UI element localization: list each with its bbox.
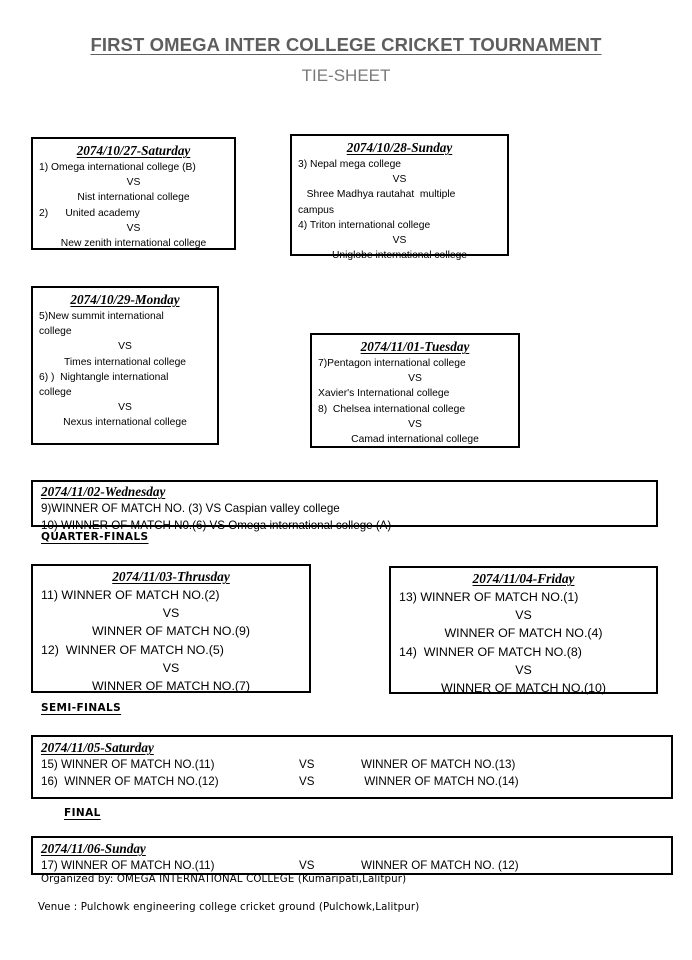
organized-by-text: Organized by: OMEGA INTERNATIONAL COLLEGE (Kumaripati,Lalitpur) bbox=[41, 874, 407, 885]
match-vs-label: VS bbox=[299, 859, 315, 872]
match-line: Nexus international college bbox=[63, 417, 187, 429]
match-line: 8) Chelsea international college bbox=[318, 403, 466, 415]
match-line: VS bbox=[162, 606, 180, 621]
match-line: Uniglobe international college bbox=[331, 250, 468, 262]
match-line: VS bbox=[118, 402, 132, 414]
match-line: 2) United academy bbox=[39, 207, 140, 219]
match-line: VS bbox=[392, 174, 407, 186]
match-row bbox=[41, 857, 663, 874]
match-line: 13) WINNER OF MATCH NO.(1) bbox=[399, 590, 579, 604]
stage-label-quarter-finals: QUARTER-FINALS bbox=[41, 531, 149, 543]
match-box-date: 2074/11/04-Friday bbox=[472, 571, 575, 586]
match-line: VS bbox=[126, 177, 141, 189]
match-vs-label: VS bbox=[299, 775, 315, 788]
match-box-sunday-1028 bbox=[290, 134, 509, 262]
match-line: Shree Madhya rautahat multiple bbox=[298, 189, 456, 201]
match-line: 10) WINNER OF MATCH N0.(6) VS Omega international college (A) bbox=[41, 519, 392, 532]
match-right-team: WINNER OF MATCH NO. (12) bbox=[361, 859, 519, 872]
match-right-team: WINNER OF MATCH NO.(14) bbox=[361, 775, 519, 788]
match-line: 6) ) Nightangle international bbox=[39, 371, 169, 383]
match-line: New zenith international college bbox=[60, 238, 207, 250]
stage-label-final: FINAL bbox=[64, 807, 101, 819]
match-line: college bbox=[39, 326, 72, 338]
match-box-date: 2074/11/01-Tuesday bbox=[360, 339, 470, 354]
match-line: Nist international college bbox=[77, 192, 190, 204]
match-line: VS bbox=[515, 662, 532, 677]
match-line: 9)WINNER OF MATCH NO. (3) VS Caspian valley college bbox=[41, 502, 340, 515]
match-line: 12) WINNER OF MATCH NO.(5) bbox=[41, 642, 224, 657]
match-line: 4) Triton international college bbox=[298, 219, 431, 231]
match-line: 5)New summit international bbox=[39, 311, 164, 322]
match-row bbox=[41, 773, 663, 790]
match-line: VS bbox=[162, 660, 180, 675]
match-line: VS bbox=[126, 222, 141, 234]
match-row bbox=[41, 756, 663, 773]
match-box-date: 2074/10/27-Saturday bbox=[76, 143, 191, 158]
stage-label-semi-finals: SEMI-FINALS bbox=[41, 702, 122, 714]
match-box-friday-1104 bbox=[389, 566, 658, 694]
match-line: campus bbox=[298, 204, 335, 216]
match-vs-label: VS bbox=[299, 758, 315, 771]
match-line: WINNER OF MATCH NO.(4) bbox=[444, 626, 603, 641]
match-box-monday-1029 bbox=[31, 286, 219, 445]
match-line: 11) WINNER OF MATCH NO.(2) bbox=[41, 588, 220, 602]
match-box-tuesday-1101 bbox=[310, 333, 520, 448]
match-box-date: 2074/10/28-Sunday bbox=[346, 140, 453, 155]
page-title: FIRST OMEGA INTER COLLEGE CRICKET TOURNAMENT bbox=[90, 34, 602, 55]
match-line: VS bbox=[118, 341, 132, 353]
match-line: 14) WINNER OF MATCH NO.(8) bbox=[399, 644, 582, 659]
match-left-team: 17) WINNER OF MATCH NO.(11) bbox=[41, 859, 215, 872]
match-line: WINNER OF MATCH NO.(10) bbox=[441, 681, 606, 696]
venue-text: Venue : Pulchowk engineering college cricket ground (Pulchowk,Lalitpur) bbox=[38, 902, 420, 913]
match-line: VS bbox=[408, 373, 422, 385]
match-line: VS bbox=[408, 418, 422, 430]
match-box-date: 2074/11/02-Wednesday bbox=[41, 484, 166, 499]
match-line: Camad international college bbox=[351, 434, 479, 446]
match-line: 3) Nepal mega college bbox=[298, 159, 402, 170]
match-right-team: WINNER OF MATCH NO.(13) bbox=[361, 758, 516, 771]
match-box-date: 2074/10/29-Monday bbox=[70, 292, 180, 307]
page-subtitle: TIE-SHEET bbox=[301, 66, 391, 85]
match-box-wednesday-1102 bbox=[31, 480, 658, 532]
match-line: Xavier's International college bbox=[318, 388, 450, 400]
match-box-sunday-1106 bbox=[31, 836, 673, 875]
match-box-date: 2074/11/05-Saturday bbox=[41, 740, 154, 755]
match-left-team: 15) WINNER OF MATCH NO.(11) bbox=[41, 758, 215, 771]
match-line: WINNER OF MATCH NO.(9) bbox=[91, 624, 251, 639]
match-line: Times international college bbox=[63, 356, 187, 368]
match-line: 7)Pentagon international college bbox=[318, 358, 466, 369]
match-line: WINNER OF MATCH NO.(7) bbox=[91, 679, 251, 694]
match-box-date: 2074/11/06-Sunday bbox=[41, 841, 146, 856]
match-box-saturday-1027 bbox=[31, 137, 236, 250]
match-box-thursday-1103 bbox=[31, 564, 311, 693]
match-line: VS bbox=[515, 608, 532, 623]
match-line: college bbox=[39, 387, 72, 399]
match-line: VS bbox=[392, 235, 407, 247]
match-box-date: 2074/11/03-Thrusday bbox=[112, 569, 230, 584]
match-box-saturday-1105 bbox=[31, 735, 673, 799]
match-left-team: 16) WINNER OF MATCH NO.(12) bbox=[41, 775, 219, 788]
match-line: 1) Omega international college (B) bbox=[39, 162, 196, 173]
